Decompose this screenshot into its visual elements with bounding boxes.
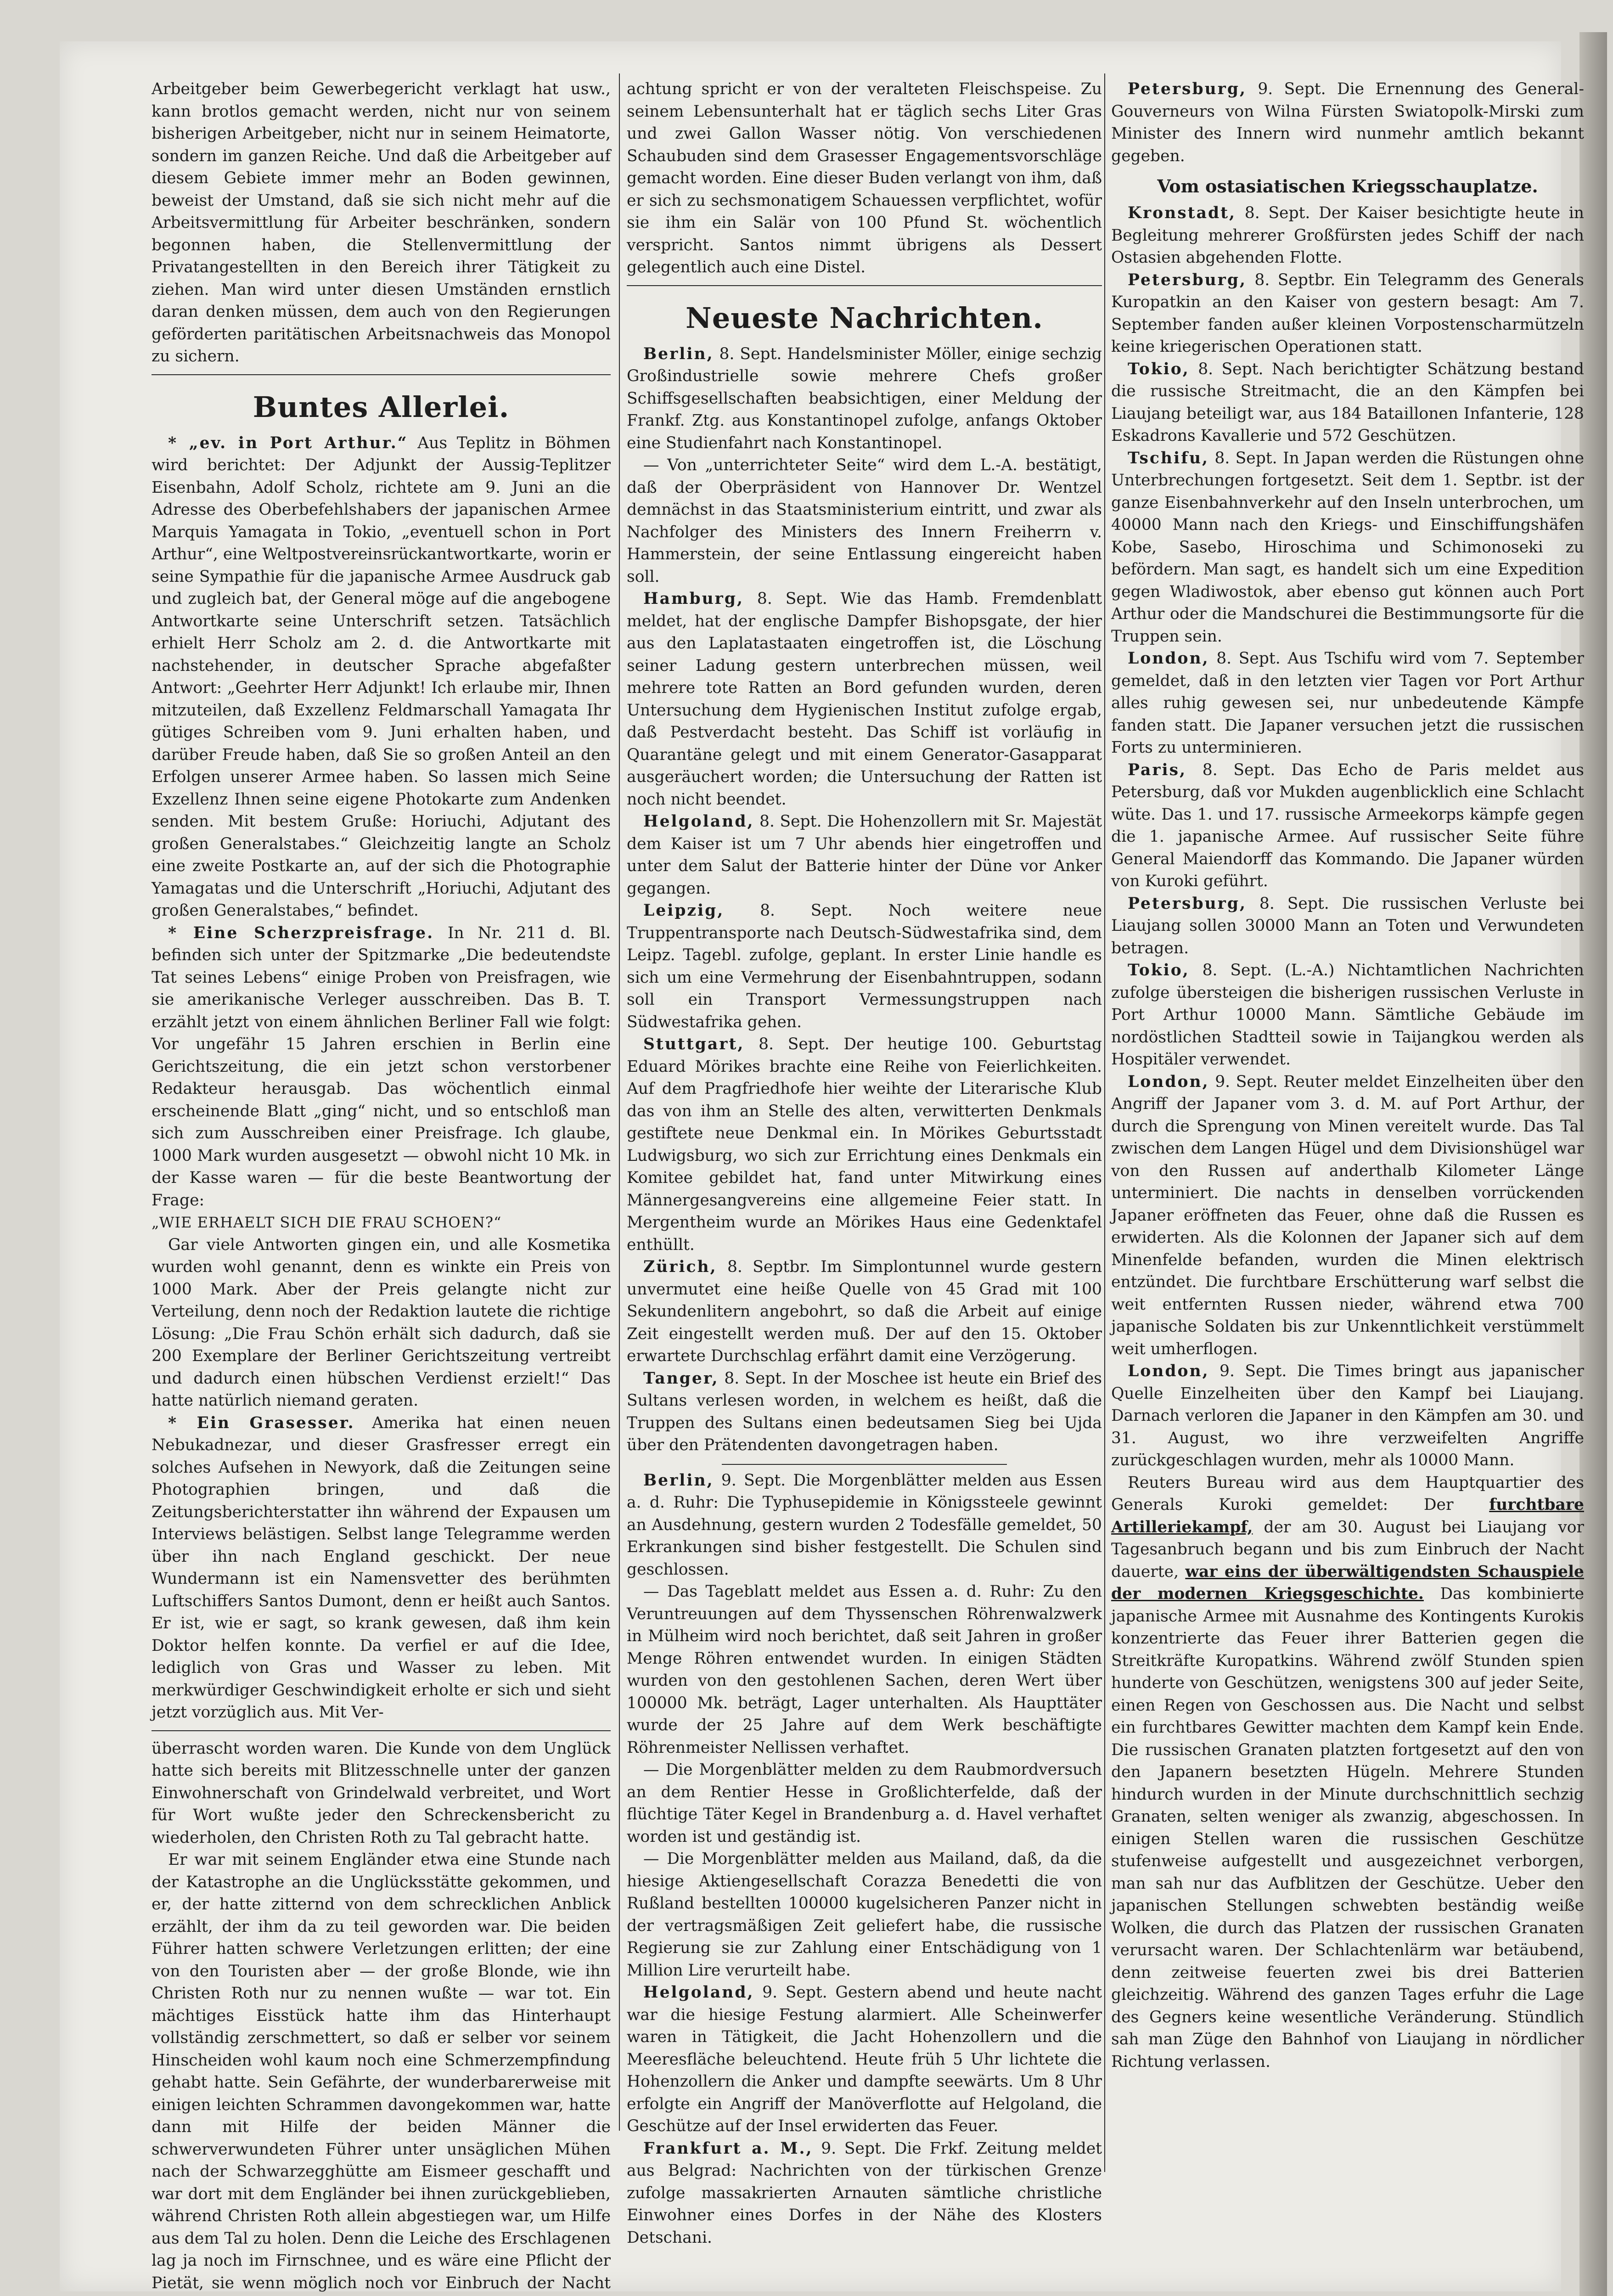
dateline: Helgoland,	[643, 1983, 754, 2002]
article-text: Arbeitgeber beim Gewerbegericht verklagt hat usw., kann brotlos gemacht werden, nicht nur von seinem bisherigen Arbeitgeber, nicht nur in seinem Heimatorte, sondern im ganzen Reiche. Und daß die Arbeitgeber auf diesem Gebiete immer mehr an Boden gewinnen, beweist der Umstand, daß sie sich nicht mehr auf die Arbeitsvermittlung für Arbeiter beschränken, sondern begonnen haben, die Stellenvermittlung der Privatangestellten in den Bereich ihrer Tätigkeit zu ziehen. Man wird unter diesen Umständen ernstlich daran denken müssen, dem auch von den Regierungen geförderten paritätischen Arbeitsnachweis das Monopol zu sichern.	[152, 80, 611, 366]
dateline: Petersburg,	[1128, 894, 1247, 913]
news-item	[627, 1256, 1102, 1367]
item-text: 8. Sept. Wie das Hamb. Fremdenblatt meldet, hat der englische Dampfer Bishopsgate, der hier aus den Laplatastaaten eingetroffen ist, die Löschung seiner Ladung gestern unterbrechen müssen, weil mehrere tote Ratten an Bord gefunden wurden, deren Untersuchung dem Hygienischen Institut zufolge ergab, daß Pestverdacht besteht. Das Schiff ist vorläufig in Quarantäne gelegt und mit einem Generator-Gasapparat ausgeräuchert worden; die Untersuchung der Ratten ist noch nicht beendet.	[627, 590, 1102, 809]
news-item	[627, 2138, 1102, 2249]
item-keyword: * Eine Scherzpreisfrage.	[168, 923, 434, 942]
dateline: Paris,	[1128, 760, 1187, 779]
column-rule	[1104, 73, 1105, 2172]
news-item: — Von „unterrichteter Seite“ wird dem L.-A. bestätigt, daß der Oberpräsident von Hannover Dr. Wentzel demnächst in das Staatsministerium eintritt, und zwar als Nachfolger des Ministers des Innern Freiherrn v. Hammerstein, der seine Entlassung eingereicht haben soll.	[627, 456, 1102, 586]
news-item	[1111, 959, 1584, 1071]
news-item	[1111, 1071, 1584, 1361]
column-right	[1111, 78, 1584, 2073]
item-text: In Nr. 211 d. Bl. befinden sich unter der Spitzmarke „Die bedeutendste Tat seines Lebens“ einige Proben von Preisfragen, wie sie amerikanische Verleger ausschreiben. Das B. T. erzählt jetzt von einem ähnlichen Berliner Fall wie folgt: Vor ungefähr 15 Jahren erschien in Berlin eine Gerichtszeitung, die ein jetzt schon verstorbener Redakteur herausgab. Das wöchentlich einmal erscheinende Blatt „ging“ nicht, und so entschloß man sich zum Ausschreiben einer Preisfrage. Ich glaube, 1000 Mark wurden ausgesetzt — obwohl nicht 10 Mk. in der Kasse waren — für die beste Beantwortung der Frage:	[152, 923, 611, 1210]
item-text: 9. Sept. Die Times bringt aus japanischer Quelle Einzelheiten über den Kampf bei Liaujang. Darnach verloren die Japaner in den Kämpfen am 30. und 31. August, wo ihre verzweifelten Angriffe zurückgeschlagen wurden, mehr als 10000 Mann.	[1111, 1362, 1584, 1469]
news-item	[1111, 647, 1584, 759]
section-heading: Neueste Nachrichten.	[686, 301, 1043, 335]
news-item: — Das Tageblatt meldet aus Essen a. d. Ruhr: Zu den Veruntreuungen auf dem Thyssenschen Röhrenwalzwerk in Mülheim wird noch berichtet, daß seit Jahren in großer Menge Röhren entwendet wurden. In einigen Städten wurden von den gestohlenen Sachen, deren Wert über 100000 Mk. beträgt, Lager unterhalten. Als Haupttäter wurde der 25 Jahre auf dem Werk beschäftigte Röhrenmeister Nellissen verhaftet.	[627, 1582, 1102, 1757]
item-text: 8. Sept. Noch weitere neue Truppentransporte nach Deutsch-Südwestafrika sind, dem Leipz. Tagebl. zufolge, geplant. In erster Linie handle es sich um eine Vermehrung der Eisenbahntruppen, sodann soll ein Transport Vermessungstruppen nach Südwestafrika gehen.	[627, 901, 1102, 1031]
news-item: — Die Morgenblätter melden aus Mailand, daß, da die hiesige Aktiengesellschaft Corazza Benedetti die von Rußland bestellten 100000 kugelsicheren Panzer nicht in der vertragsmäßigen Zeit geliefert habe, die russische Regierung sie zur Zahlung einer Entschädigung von 1 Million Lire verurteilt habe.	[627, 1850, 1102, 1980]
serial-story-text: Er war mit seinem Engländer etwa eine Stunde nach der Katastrophe an die Unglücksstätte gekommen, und er, der hatte zitternd von dem schrecklichen Anblick erzählt, der ihm da zu teil geworden war. Die beiden Führer hatten schwere Verletzungen erlitten; der eine von den Touristen aber — der große Blonde, wie ihn Christen Roth nur zu nennen wußte — war tot. Ein mächtiges Eisstück hatte ihm das Hinterhaupt vollständig zerschmettert, so daß er selber vor seinem Hinscheiden wohl kaum noch eine Schmerzempfindung gehabt hatte. Sein Gefährte, der wunderbarerweise mit einigen leichten Schrammen davongekommen war, hatte dann mit Hilfe der beiden Männer die schwerverwundeten Führer unter unsäglichen Mühen nach der Schwarzegghütte am Eismeer geschafft und war dort mit dem Engländer bei ihnen zurückgeblieben, während Christen Roth allein abgestiegen war, um Hilfe aus dem Tal zu holen. Denn die Leiche des Erschlagenen lag ja noch im Firnschnee, und es wäre eine Pflicht der Pietät, sie wenn möglich noch vor Einbruch der Nacht	[152, 1851, 611, 2292]
dateline: London,	[1128, 1362, 1209, 1380]
divider	[152, 1730, 611, 1731]
item-text: 9. Sept. Gestern abend und heute nacht war die hiesige Festung alarmiert. Alle Scheinwerfer waren in Tätigkeit, die Jacht Hohenzollern und die Meeresfläche beleuchtend. Heute früh 5 Uhr lichtete die Hohenzollern die Anker und dampfte seewärts. Um 8 Uhr erfolgte ein Angriff der Manöverflotte auf Helgoland, die Geschütze auf der Insel erwiderten das Feuer.	[627, 1983, 1102, 2135]
news-item	[1111, 1472, 1584, 2073]
item-keyword: * „ev. in Port Arthur.“	[168, 433, 408, 452]
item-text: 8. Sept. In der Moschee ist heute ein Brief des Sultans verlesen worden, in welchem es heißt, daß die Truppen des Sultans einen bedeutsamen Sieg bei Ujda über den Prätendenten davongetragen haben.	[627, 1369, 1102, 1454]
item-text: 8. Sept. (L.-A.) Nichtamtlichen Nachrichten zufolge übersteigen die bisherigen russischen Verluste in Port Arthur 10000 Mann. Sämtliche Gebäude im nordöstlichen Stadtteil sowie in Taijangkou werden als Hospitäler verwendet.	[1111, 961, 1584, 1069]
news-item	[1111, 269, 1584, 358]
news-item	[1111, 202, 1584, 269]
news-item	[627, 900, 1102, 1033]
item-text: 8. Sept. Der Kaiser besichtigte heute in Begleitung mehrerer Großfürsten jedes Schiff der nach Ostasien abgehenden Flotte.	[1111, 204, 1584, 267]
news-item	[627, 1033, 1102, 1256]
dateline: Hamburg,	[643, 590, 744, 608]
item-text: Gar viele Antworten gingen ein, und alle Kosmetika wurden wohl genannt, denn es winkte ein Preis von 1000 Mark. Aber der Preis gelangte nicht zur Verteilung, denn noch der Redaktion lautete die richtige Lösung: „Die Frau Schön erhält sich dadurch, daß sie 200 Exemplare der Berliner Gerichtszeitung vertreibt und dadurch einen hübschen Verdienst erzielt!“ Das hatte natürlich niemand geraten.	[152, 1235, 611, 1410]
item-text: 8. Sept. In Japan werden die Rüstungen ohne Unterbrechungen fortgesetzt. Seit dem 1. Septbr. ist der ganze Eisenbahnverkehr auf den Inseln unterbrochen, um 40000 Mann nach den Kriegs- und Einschiffungshäfen Kobe, Sasebo, Hiroschima und Schimonoseki zu befördern. Man sagt, es handelt sich um eine Expedition gegen Wladiwostok, aber ebenso gut können auch Port Arthur oder die Mandschurei die Bestimmungsorte für die Truppen sein.	[1111, 449, 1584, 646]
item-text: Aus Teplitz in Böhmen wird berichtet: Der Adjunkt der Aussig-Teplitzer Eisenbahn, Adolf Scholz, richtete am 9. Juni an die Adresse des Oberbefehlshabers der japanischen Armee Marquis Yamagata in Tokio, „eventuell schon in Port Arthur“, eine Weltpostvereinsrückantwortkarte, worin er seine Sympathie für die japanische Armee Ausdruck gab und zugleich bat, der General möge auf die angebogene Antwortkarte seine Unterschrift setzen. Tatsächlich erhielt Herr Scholz am 2. d. die Antwortkarte mit nachstehender, in deutscher Sprache abgefaßter Antwort: „Geehrter Herr Adjunkt! Ich erlaube mir, Ihnen mitzuteilen, daß Exzellenz Feldmarschall Yamagata Ihr gütiges Schreiben vom 9. Juni erhalten haben, und darüber Freude haben, daß Sie so großen Anteil an den Erfolgen unserer Armee haben. So lassen mich Seine Exzellenz Ihnen seine eigene Photokarte zum Andenken senden. Mit bestem Gruße: Horiuchi, Adjutant des großen Generalstabes.“ Gleichzeitig langte an Scholz eine zweite Postkarte an, auf der sich die Photographie Yamagatas und die Unterschrift „Horiuchi, Adjutant des großen Generalstabes,“ befindet.	[152, 433, 611, 920]
column-rule	[619, 73, 620, 2131]
column-middle	[627, 78, 1102, 2249]
news-item	[1111, 78, 1584, 167]
divider	[722, 1464, 1007, 1465]
item-text: 8. Sept. Aus Tschifu wird vom 7. September gemeldet, daß in den letzten vier Tagen vor Port Arthur alles ruhig gewesen sei, nur unbedeutende Kämpfe fanden statt. Die Japaner versuchen jetzt die russischen Forts zu unterminieren.	[1111, 649, 1584, 757]
dateline: Tokio,	[1128, 961, 1190, 979]
column-left	[152, 78, 611, 2296]
dateline: Helgoland,	[643, 812, 754, 831]
item-text: Amerika hat einen neuen Nebukadnezar, und dieser Grasfresser erregt ein solches Aufsehen in Newyork, daß die Zeitungen seine Photographien bringen, und daß die Zeitungsberichterstatter ihn während der Expausen um Interviews belästigen. Selbst lange Telegramme werden über ihn nach England geschickt. Der neue Wundermann ist ein Namensvetter des berühmten Luftschiffers Santos Dumont, denn er heißt auch Santos. Er ist, wie er sagt, so krank gewesen, daß ihm kein Doktor helfen konnte. Da verfiel er auf die Idee, lediglich von Gras und Wasser zu leben. Mit merkwürdiger Geschwindigkeit erholte er sich und sieht jetzt vorzüglich aus. Mit Ver-	[152, 1413, 611, 1722]
item-text: Reuters Bureau wird aus dem Hauptquartier des Generals Kuroki gemeldet: Der	[1111, 1473, 1584, 1514]
dateline: Tschifu,	[1128, 449, 1209, 467]
news-item	[627, 1981, 1102, 2138]
dateline: London,	[1128, 649, 1209, 668]
article-text: achtung spricht er von der veralteten Fleischspeise. Zu seinem Lebensunterhalt hat er täglich sechs Liter Gras und zwei Gallon Wasser nötig. Von verschiedenen Schaubuden sind dem Grasesser Engagementsvorschläge gemacht worden. Eine dieser Buden verlangt von ihm, daß er sich zu sechsmonatigem Schauessen verpflichtet, wofür sie ihm ein Salär von 100 Pfund St. wöchentlich verspricht. Santos nimmt übrigens als Dessert gelegentlich auch eine Distel.	[627, 80, 1102, 276]
news-item	[627, 1469, 1102, 1581]
item-text: 8. Sept. Die russischen Verluste bei Liaujang sollen 30000 Mann an Toten und Verwundeten betragen.	[1111, 894, 1584, 957]
dateline: Leipzig,	[643, 901, 725, 920]
news-item	[1111, 447, 1584, 648]
section-heading: Buntes Allerlei.	[253, 390, 510, 424]
item-text: 8. Septbr. Ein Telegramm des Generals Kuropatkin an den Kaiser von gestern besagt: Am 7. September fanden außer kleinen Vorpostenscharmützeln keine kriegerischen Operationen statt.	[1111, 270, 1584, 356]
dateline: Berlin,	[643, 344, 714, 363]
dateline: Petersburg,	[1128, 80, 1247, 98]
news-item	[627, 810, 1102, 900]
quoted-question: „WIE ERHAELT SICH DIE FRAU SCHOEN?“	[152, 1214, 502, 1231]
item-text: 8. Sept. Das Echo de Paris meldet aus Petersburg, daß vor Mukden augenblicklich eine Schlacht wüte. Das 1. und 17. russische Armeekorps kämpfe gegen die 1. japanische Armee. Auf russischer Seite führe General Maiendorff das Kommando. Die Japaner würden von Kuroki geführt.	[1111, 760, 1584, 890]
item-text: 9. Sept. Reuter meldet Einzelheiten über den Angriff der Japaner vom 3. d. M. auf Port Arthur, der durch die Sprengung von Minen vereitelt wurde. Das Tal zwischen dem Langen Hügel und dem Divisionshügel war von den Russen auf anderthalb Kilometer Länge unterminiert. Die nachts in denselben vorrückenden Japaner eröffneten das Feuer, ohne daß die Russen es erwiderten. Als die Kolonnen der Japaner sich auf dem Minenfelde befanden, wurden die Minen elektrisch entzündet. Die furchtbare Erschütterung warf selbst die weit entfernten Russen nieder, während etwa 700 japanische Soldaten bis zur Unkenntlichkeit verstümmelt weit umherflogen.	[1111, 1072, 1584, 1358]
news-item	[152, 922, 611, 1212]
dateline: Stuttgart,	[643, 1035, 745, 1053]
emphasis-text: furchtbare Artilleriekampf,	[1111, 1496, 1584, 1536]
dateline: Tanger,	[643, 1369, 719, 1388]
dateline: Zürich,	[643, 1258, 717, 1276]
divider	[627, 285, 1102, 286]
item-text: 8. Septbr. Im Simplontunnel wurde gestern unvermutet eine heiße Quelle von 45 Grad mit 100 Sekundenlitern angebohrt, so daß die Arbeit auf einige Zeit eingestellt werden muß. Der auf den 15. Oktober erwartete Durchschlag erfährt damit eine Verzögerung.	[627, 1258, 1102, 1365]
news-item	[627, 343, 1102, 455]
emphasis-text: war eins der überwältigendsten Schauspiele der modernen Kriegsgeschichte.	[1111, 1562, 1584, 1603]
item-text: 9. Sept. Die Morgenblätter melden aus Essen a. d. Ruhr: Die Typhusepidemie in Königssteele gewinnt an Ausdehnung, gestern wurden 2 Todesfälle gemeldet, 50 Erkrankungen sind bisher festgestellt. Die Schulen sind geschlossen.	[627, 1471, 1102, 1579]
item-text: 8. Sept. Die Hohenzollern mit Sr. Majestät dem Kaiser ist um 7 Uhr abends hier eingetroffen und unter dem Salut der Batterie hinter der Düne vor Anker gegangen.	[627, 812, 1102, 898]
dateline: Petersburg,	[1128, 270, 1247, 289]
item-text: der am 30. August bei Liaujang vor Tagesanbruch begann und bis zum Einbruch der Nacht dauerte,	[1111, 1518, 1585, 1581]
serial-story-text: überrascht worden waren. Die Kunde von dem Unglück hatte sich bereits mit Blitzesschnelle unter der ganzen Einwohnerschaft von Grindelwald verbreitet, und Wort für Wort wußte jeder den Schreckensbericht zu wiederholen, den Christen Roth zu Tal gebracht hatte.	[152, 1739, 611, 1847]
news-item	[627, 588, 1102, 810]
news-item	[627, 1367, 1102, 1457]
dateline: London,	[1128, 1072, 1209, 1091]
dateline: Tokio,	[1128, 360, 1190, 378]
news-item: — Die Morgenblätter melden zu dem Raubmordversuch an dem Rentier Hesse in Großlichterfelde, daß der flüchtige Täter Kegel in Brandenburg a. d. Havel verhaftet worden ist und geständig ist.	[627, 1761, 1102, 1846]
news-item	[1111, 893, 1584, 960]
item-text: Das kombinierte japanische Armee mit Ausnahme des Kontingents Kurokis konzentrierte das Feuer ihrer Batterien gegen die Streitkräfte Kuropatkins. Während zwölf Stunden spien hunderte von Geschützen, wenigstens 300 auf jeder Seite, einen Regen von Geschossen aus. Die Nacht und selbst ein furchtbares Gewitter machten dem Kampf kein Ende. Die russischen Granaten platzten fortgesetzt auf den von den Japanern besetzten Hügeln. Mehrere Stunden hindurch wurden in der Minute durchschnittlich sechzig Granaten, selten weniger als zwanzig, abgeschossen. In einigen Stellen waren die russischen Geschütze stufenweise aufgestellt und ausgezeichnet verborgen, man sah nur das Aufblitzen der Geschütze. Ueber den japanischen Stellungen schwebten beständig weiße Wolken, die durch das Platzen der russischen Granaten verursacht waren. Der Schlachtenlärm war betäubend, denn zeitweise feuerten zwei bis drei Batterien gleichzeitig. Während des ganzen Tages erfuhr die Lage des Gegners keine wesentliche Veränderung. Stündlich sah man Züge den Bahnhof von Liaujang in nördlicher Richtung verlassen.	[1111, 1585, 1584, 2071]
section-heading: Vom ostasiatischen Kriegsschauplatze.	[1157, 176, 1538, 197]
divider	[152, 374, 611, 375]
item-text: 8. Sept. Handelsminister Möller, einige sechzig Großindustrielle sowie mehrere Chefs großer Schiffsgesellschaften beabsichtigen, einer Meldung der Frankf. Ztg. aus Konstantinopel zufolge, anfangs Oktober eine Studienfahrt nach Konstantinopel.	[627, 344, 1102, 452]
item-text: 9. Sept. Die Ernennung des General-Gouverneurs von Wilna Fürsten Swiatopolk-Mirski zum Minister des Innern wird nunmehr amtlich bekannt gegeben.	[1111, 80, 1584, 165]
news-item	[1111, 358, 1584, 447]
item-text: 8. Sept. Nach berichtigter Schätzung bestand die russische Streitmacht, die an den Kämpfen bei Liaujang beteiligt war, aus 184 Bataillonen Infanterie, 128 Eskadrons Kavallerie und 572 Geschützen.	[1111, 360, 1585, 445]
item-text: 9. Sept. Die Frkf. Zeitung meldet aus Belgrad: Nachrichten von der türkischen Grenze zufolge massakrierten Arnauten sämtliche christliche Einwohner eines Dorfes in der Nähe des Klosters Detschani.	[627, 2139, 1102, 2247]
news-item	[152, 432, 611, 922]
item-text: 8. Sept. Der heutige 100. Geburtstag Eduard Mörikes brachte eine Reihe von Feierlichkeiten. Auf dem Pragfriedhofe hier weihte der Literarische Klub das von ihm an Stelle des alten, verwitterten Denkmals gestiftete neue Denkmal ein. In Mörikes Geburtsstadt Ludwigsburg, wo sich zur Errichtung eines Denkmals ein Komitee gebildet hat, fand unter Mitwirkung eines Männergesangvereins eine allgemeine Feier statt. In Mergentheim wurde an Mörikes Haus eine Gedenktafel enthüllt.	[627, 1035, 1102, 1254]
dateline: Berlin,	[643, 1471, 714, 1490]
dateline: Frankfurt a. M.,	[643, 2139, 813, 2158]
dateline: Kronstadt,	[1128, 204, 1236, 222]
news-item	[1111, 1360, 1584, 1472]
news-item	[1111, 759, 1584, 893]
item-keyword: * Ein Grasesser.	[168, 1413, 355, 1432]
news-item	[152, 1412, 611, 1724]
